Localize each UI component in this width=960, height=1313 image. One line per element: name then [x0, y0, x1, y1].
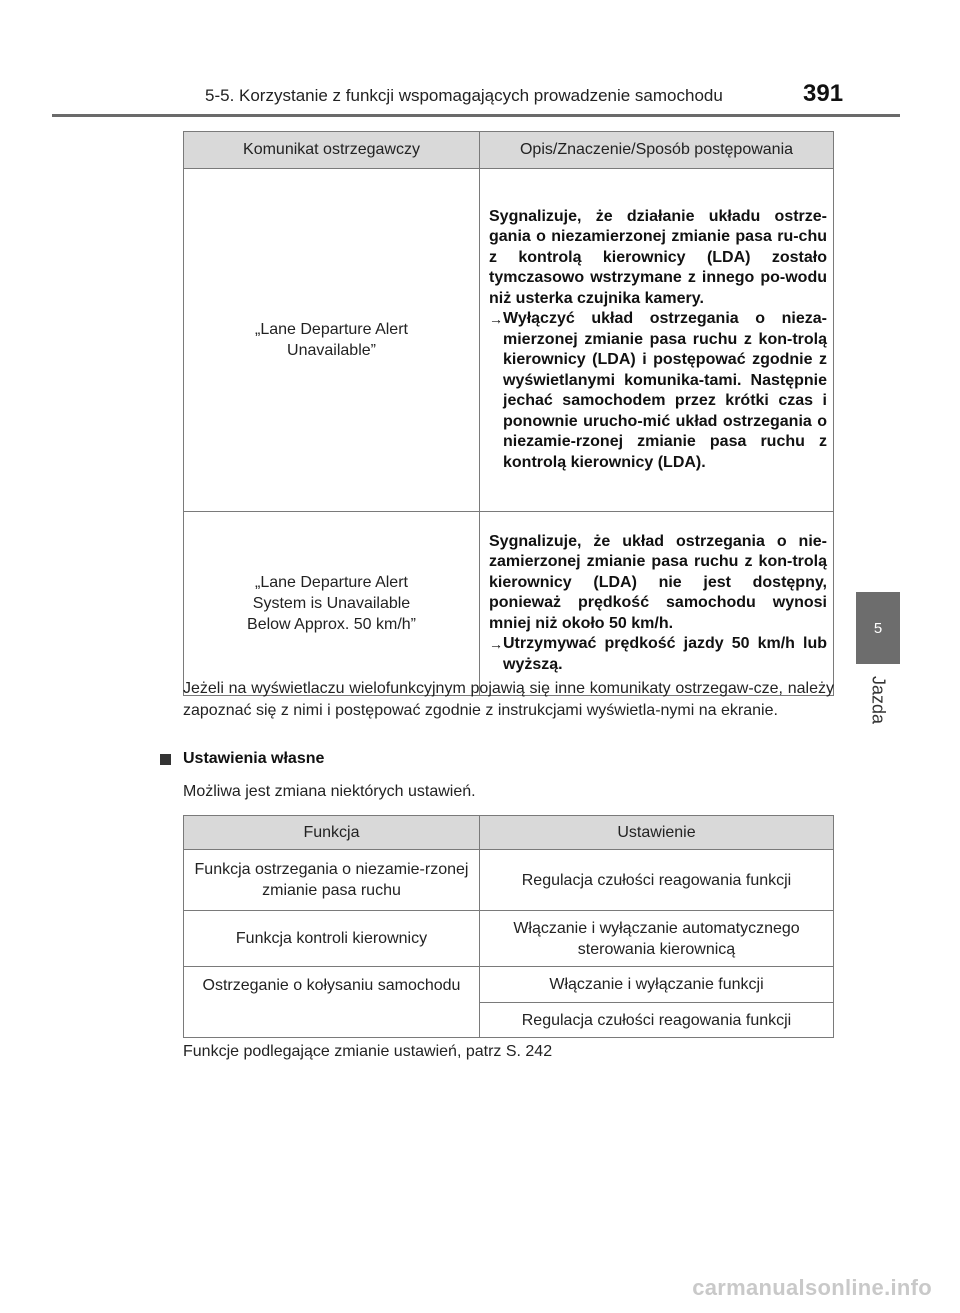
action-text: Wyłączyć układ ostrzegania o nieza-mierzonej zmianie pasa ruchu z kon-trolą kierownicy (LDA) i postępować zgodnie z wyświetlanymi komunika-tami. Następnie jechać samochodem przez krótki czas i ponownie urucho-mić układ ostrzegania o niezamie-rzonej zmianie pasa ruchu z kontrolą kierownicy (LDA). — [503, 310, 827, 471]
arrow-icon: → — [489, 311, 503, 328]
action-step — [489, 309, 827, 473]
warning-description-cell — [480, 169, 834, 512]
section-intro: Możliwa jest zmiana niektórych ustawień. — [183, 783, 476, 800]
warning-description-cell — [480, 512, 834, 696]
table-header-row — [184, 132, 834, 169]
column-header: Opis/Znaczenie/Sposób postępowania — [480, 132, 834, 169]
page-header-title: 5-5. Korzystanie z funkcji wspomagających prowadzenie samochodu — [205, 86, 723, 105]
action-text: Utrzymywać prędkość jazdy 50 km/h lub wyższą. — [503, 635, 827, 673]
settings-table — [183, 815, 834, 1038]
footer-note: Funkcje podlegające zmianie ustawień, patrz S. 242 — [183, 1043, 553, 1060]
page-number: 391 — [803, 80, 844, 107]
message-line: Unavailable” — [287, 342, 376, 359]
chapter-label: Jazda — [868, 676, 889, 725]
function-cell: Funkcja kontroli kierownicy — [184, 911, 480, 967]
message-line: System is Unavailable — [252, 595, 411, 612]
column-header: Ustawienie — [480, 816, 834, 850]
table-row — [184, 512, 834, 696]
table-row — [184, 850, 834, 911]
warning-messages-table — [183, 131, 834, 696]
description-text: Sygnalizuje, że działanie układu ostrze-gania o niezamierzonej zmianie pasa ru-chu z kontrolą kierownicy (LDA) zostało tymczasowo wstrzymane z innego po-wodu niż usterka czujnika kamery. — [489, 207, 827, 307]
function-cell: Ostrzeganie o kołysaniu samochodu — [184, 967, 480, 1038]
setting-cell: Włączanie i wyłączanie automatycznego sterowania kierownicą — [480, 911, 834, 967]
chapter-tab: 5 — [856, 592, 900, 664]
arrow-icon: → — [489, 636, 503, 653]
square-bullet-icon — [160, 754, 171, 765]
table-row — [184, 169, 834, 512]
message-line: „Lane Departure Alert — [255, 574, 408, 591]
column-header: Komunikat ostrzegawczy — [184, 132, 480, 169]
column-header: Funkcja — [184, 816, 480, 850]
warning-message-cell — [184, 169, 480, 512]
section-title: Ustawienia własne — [183, 750, 325, 767]
table-row — [184, 911, 834, 967]
site-watermark: carmanualsonline.info — [692, 1275, 932, 1300]
message-line: „Lane Departure Alert — [255, 321, 408, 338]
note-paragraph: Jeżeli na wyświetlaczu wielofunkcyjnym pojawią się inne komunikaty ostrzegaw-cze, należy zapoznać się z nimi i postępować zgodnie z instrukcjami wyświetla-nymi na ekranie. — [183, 680, 834, 719]
header-divider — [52, 114, 900, 117]
table-row — [184, 967, 834, 1003]
action-step — [489, 634, 827, 675]
setting-cell: Regulacja czułości reagowania funkcji — [480, 1003, 834, 1038]
message-line: Below Approx. 50 km/h” — [247, 616, 416, 633]
function-cell: Funkcja ostrzegania o niezamie-rzonej zmianie pasa ruchu — [184, 850, 480, 911]
warning-message-cell — [184, 512, 480, 696]
setting-cell: Regulacja czułości reagowania funkcji — [480, 850, 834, 911]
setting-cell: Włączanie i wyłączanie funkcji — [480, 967, 834, 1003]
description-text: Sygnalizuje, że układ ostrzegania o nie-zamierzonej zmianie pasa ruchu z kon-trolą kierownicy (LDA) nie jest dostępny, ponieważ prędkość samochodu wynosi mniej niż około 50 km/h. — [489, 532, 827, 632]
table-header-row — [184, 816, 834, 850]
